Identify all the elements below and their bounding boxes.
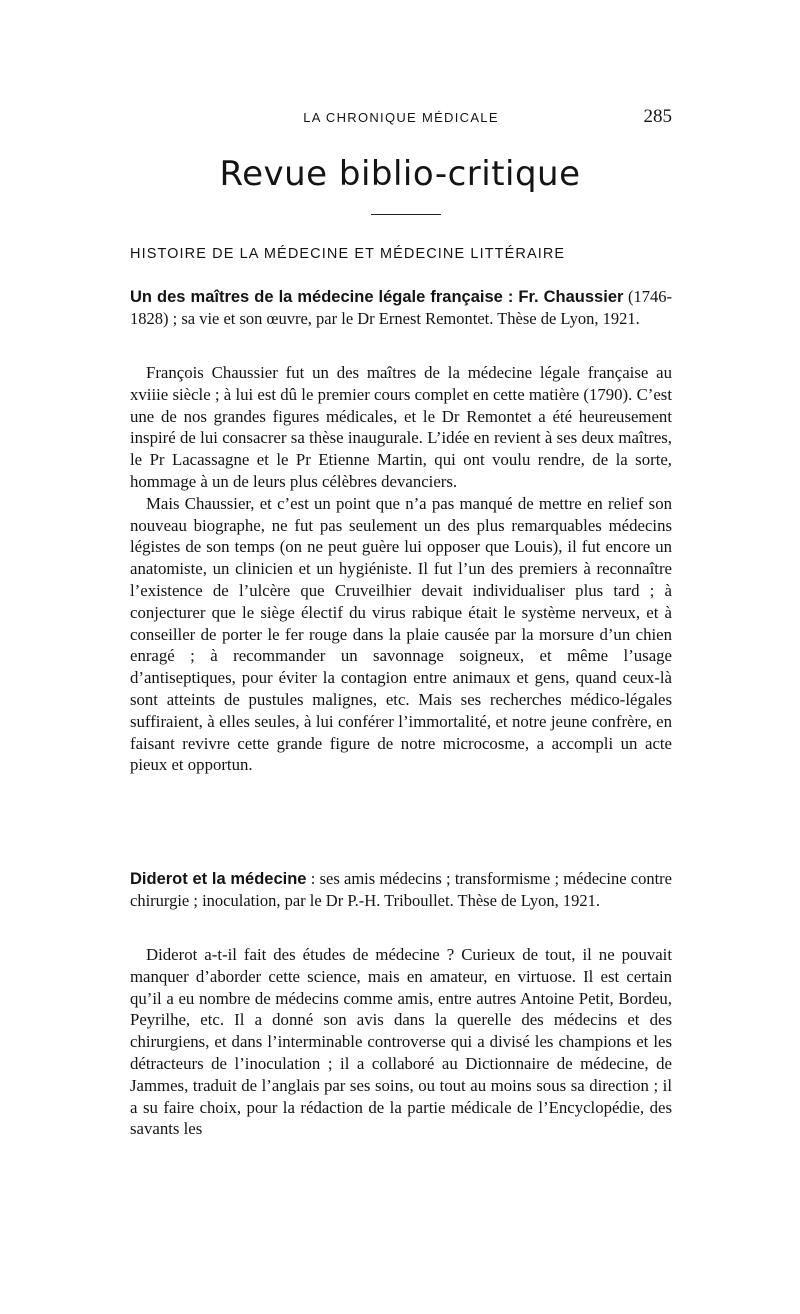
reference-chaussier (130, 286, 672, 330)
running-head (130, 108, 672, 130)
page-number: 285 (643, 106, 672, 127)
section-heading: HISTOIRE DE LA MÉDECINE ET MÉDECINE LITTÉRAIRE (130, 246, 566, 262)
article-chaussier-paragraph-1: François Chaussier fut un des maîtres de la médecine légale française au xviiie siècle ; à lui est dû le premier cours complet en cette matière (1790). C’est une de nos grandes figures médicales, et le Dr Remontet a été heureusement inspiré de lui consacrer sa thèse inaugurale. L’idée en revient à ses deux maîtres, le Pr Lacassagne et le Pr Etienne Martin, qui ont voulu rendre, de la sorte, hommage à un de leurs plus célèbres devanciers. (130, 363, 672, 491)
title-rule (371, 214, 441, 215)
reference-chaussier-details: (1746-1828) ; sa vie et son œuvre, par le Dr Ernest Remontet. Thèse de Lyon, 1921. (130, 287, 673, 328)
page-title: Revue biblio-critique (219, 154, 581, 194)
reference-diderot-heading: Diderot et la médecine (130, 870, 307, 888)
article-chaussier (130, 362, 672, 776)
article-diderot (130, 944, 672, 1140)
journal-name: LA CHRONIQUE MÉDICALE (303, 110, 499, 125)
reference-diderot (130, 868, 672, 912)
article-chaussier-paragraph-2: Mais Chaussier, et c’est un point que n’a pas manqué de mettre en relief son nouveau biographe, ne fut pas seulement un des plus remarquables médecins légistes de son temps (on ne peut guère lui opposer que Louis), il fut encore un anatomiste, un clinicien et un hygiéniste. Il fut l’un des premiers à reconnaître l’existence de l’ulcère que Cruveilhier devait individualiser plus tard ; à conjecturer que le siège électif du virus rabique était le système nerveux, et à conseiller de porter le fer rouge dans la plaie causée par la morsure d’un chien enragé ; à recommander un savonnage soigneux, et même l’usage d’antiseptiques, pour éviter la contagion entre animaux et gens, quand ceux-là sont atteints de pustules malignes, etc. Mais ses recherches médico-légales suffiraient, à elles seules, à lui conférer l’immortalité, et notre jeune confrère, en faisant revivre cette grande figure de notre microcosme, a accompli un acte pieux et opportun. (130, 493, 672, 775)
reference-diderot-details: : ses amis médecins ; transformisme ; médecine contre chirurgie ; inoculation, par le Dr P.-H. Triboullet. Thèse de Lyon, 1921. (130, 869, 673, 910)
article-diderot-paragraph-1: Diderot a-t-il fait des études de médecine ? Curieux de tout, il ne pouvait manquer d’aborder cette science, mais en amateur, en virtuose. Il est certain qu’il a eu nombre de médecins comme amis, entre autres Antoine Petit, Bordeu, Peyrilhe, etc. Il a donné son avis dans la querelle des médecins et des chirurgiens, et dans l’interminable controverse qui a divisé les champions et les détracteurs de l’inoculation ; il a collaboré au Dictionnaire de médecine, de Jammes, traduit de l’anglais par ses soins, ou tout au moins sous sa direction ; il a su faire choix, pour la rédaction de la partie médicale de l’Encyclopédie, des savants les (130, 945, 672, 1139)
reference-chaussier-heading: Un des maîtres de la médecine légale française : Fr. Chaussier (130, 288, 624, 306)
